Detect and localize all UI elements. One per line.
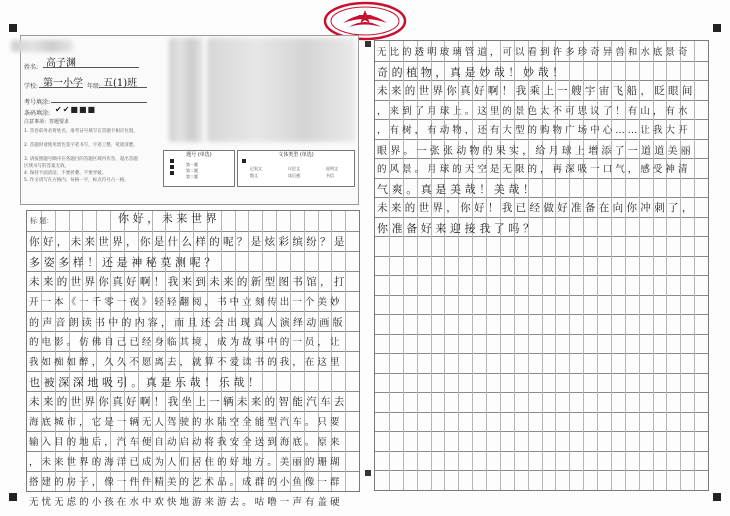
notes-title: 注意事项：答题要求: [24, 119, 70, 125]
essay-line: 无忧无虑的小孩在水中欢快地游来游去。咕噜一声有盖硬: [29, 497, 343, 508]
essay-line: ，有树，有动物，还有大型的购物广场中心……让我大开: [377, 125, 691, 136]
grid-col-line: [235, 211, 236, 491]
essay-line: 的风景。月球的天空是无限的，再深吸一口气，感受神清: [377, 164, 691, 175]
essay-line: 的电影。仿佛自己已经身临其境，成为故事中的一员，让: [29, 337, 343, 348]
school-label: 学校:: [24, 83, 39, 90]
registration-mark: [9, 493, 17, 501]
name-value: 高子渊: [46, 58, 76, 69]
redacted-area: [169, 38, 203, 142]
grade-value: 五(1)班: [103, 78, 138, 89]
grid-col-line: [82, 211, 83, 491]
grid-col-line: [179, 211, 180, 491]
note-5: 5. 作文请写在方格内，每格一字，标点符号占一格。: [24, 178, 129, 183]
essay-grid-left[interactable]: [26, 210, 360, 508]
grid-col-line: [276, 211, 277, 491]
essay-line: 未来的世界你真好啊！我坐上一辆未来的智能汽车去: [29, 396, 348, 408]
essay-line: 你好，未来世界，你是什么样的呢？是炫彩缤纷？是: [29, 236, 348, 248]
essay-line: ，未来世界的海洋已成为人们居住的好地方。美丽的珊瑚: [29, 457, 343, 468]
grid-col-line: [207, 211, 208, 491]
grid-col-line: [304, 211, 305, 491]
essay-line: 未来的世界你真好啊！我来到未来的新型图书馆，打: [29, 276, 348, 288]
grid-col-line: [331, 211, 332, 491]
essay-line: 我如痴如醉，久久不愿离去，就算不爱读书的我，在这里: [29, 357, 343, 368]
grid-col-line: [165, 211, 166, 491]
note-3: 3. 请按照题号顺序在各题目的答题区域内作答，超出答题区域书写的答案无效。: [24, 157, 138, 169]
grid-col-line: [41, 211, 42, 491]
id-marks-label: 条码填涂:: [24, 110, 51, 117]
genre-type-box: [237, 150, 355, 187]
essay-line: 也被深深地吸引。真是乐哉！乐哉！: [29, 376, 263, 389]
note-1: 1. 答卷前务必将姓名、准考证号填写在答题卡相应位置。: [24, 129, 138, 134]
genre-item-6[interactable]: 书信: [326, 173, 334, 178]
redacted-area-2: [207, 38, 355, 142]
essay-line: 搭建的房子，像一件件精美的艺术品。成群的小鱼像一群: [29, 477, 343, 488]
grid-col-line: [262, 211, 263, 491]
grid-col-line: [69, 211, 70, 491]
essay-line: 你准备好来迎接我了吗？: [377, 221, 538, 235]
genre-item-2[interactable]: 议论文: [288, 166, 300, 171]
grid-col-line: [110, 211, 111, 491]
grid-col-line: [152, 211, 153, 491]
question-type-box: [163, 150, 235, 187]
essay-line: 未来的世界你真好啊！我乘上一艘宇宙飞船，眨眼间: [377, 85, 696, 97]
genre-item-1[interactable]: 记叙文: [250, 166, 262, 171]
name-label: 姓名:: [24, 64, 39, 71]
essay-line: 未来的世界，你好！我已经做好准备在向你冲刺了，: [377, 202, 696, 214]
grid-col-line: [248, 211, 249, 491]
school-value: 第一小学: [43, 78, 83, 89]
grid-col-line: [96, 211, 97, 491]
registration-mark: [713, 493, 721, 501]
essay-line: 开一本《一千零一夜》轻轻翻阅，书中立刻传出一个美妙: [29, 297, 343, 308]
essay-title: 你好，未来世界: [118, 212, 221, 225]
registration-mark: [365, 41, 371, 47]
essay-line: 无比的透明玻璃管道，可以看到许多珍奇异兽和水底景奇: [377, 47, 691, 58]
genre-item-4[interactable]: 散文: [250, 173, 258, 178]
grade-label: 年级:: [87, 83, 102, 90]
essay-line: 眼界。一张张动物的果实，给月球上增添了一道道美丽: [377, 145, 694, 157]
id-label: 考号填涂:: [24, 99, 51, 106]
essay-line: 的声音朗读书中的内容，而且还会出现真人演绎动画版: [29, 318, 346, 329]
grid-col-line: [290, 211, 291, 491]
grid-col-line: [138, 211, 139, 491]
genre-type-title: 文体类型 (单选): [278, 152, 314, 158]
checkmark-marks: ✔✔■■■: [55, 105, 97, 114]
redacted-barcode: [11, 40, 73, 52]
registration-mark: [9, 24, 17, 32]
grid-col-line: [221, 211, 222, 491]
essay-line: 多姿多样！还是神秘莫测呢？: [29, 256, 219, 269]
grid-col-line: [345, 211, 346, 491]
grid-col-line: [55, 211, 56, 491]
registration-mark: [365, 470, 371, 476]
genre-item-5[interactable]: 读后感: [288, 173, 300, 178]
registration-mark: [713, 24, 721, 32]
genre-item-3[interactable]: 说明文: [326, 166, 338, 171]
essay-line: 气爽。真是美哉！美哉！: [377, 182, 538, 196]
essay-line: ，来到了月球上。这里的景色太不可思议了！有山，有水: [377, 105, 691, 117]
grid-col-line: [193, 211, 194, 491]
grid-col-line: [124, 211, 125, 491]
note-2: 2. 答题时请使用黑色签字笔书写，字迹工整、笔迹清楚。: [24, 143, 138, 148]
essay-line: 输入目的地后，汽车便自动启动将我安全送到海底。原来: [29, 437, 343, 448]
type-item-1[interactable]: 第一题: [186, 162, 198, 167]
grid-col-line: [694, 41, 695, 490]
title-label: 标 题：: [30, 217, 54, 225]
grid-col-line: [318, 211, 319, 491]
type-item-3[interactable]: 第三题: [186, 174, 198, 179]
type-item-2[interactable]: 第二题: [186, 168, 198, 173]
essay-grid-right[interactable]: [374, 40, 709, 491]
note-4: 4. 保持卡面清洁，不要折叠、不要弄破。: [24, 171, 107, 176]
question-type-title: 题号 (单选): [186, 152, 212, 158]
essay-line: 奇的植物，真是妙哉！妙哉！: [377, 65, 567, 79]
essay-line: 海底城市，它是一辆无人驾驶的水陆空全能型汽车。只要: [29, 417, 343, 428]
